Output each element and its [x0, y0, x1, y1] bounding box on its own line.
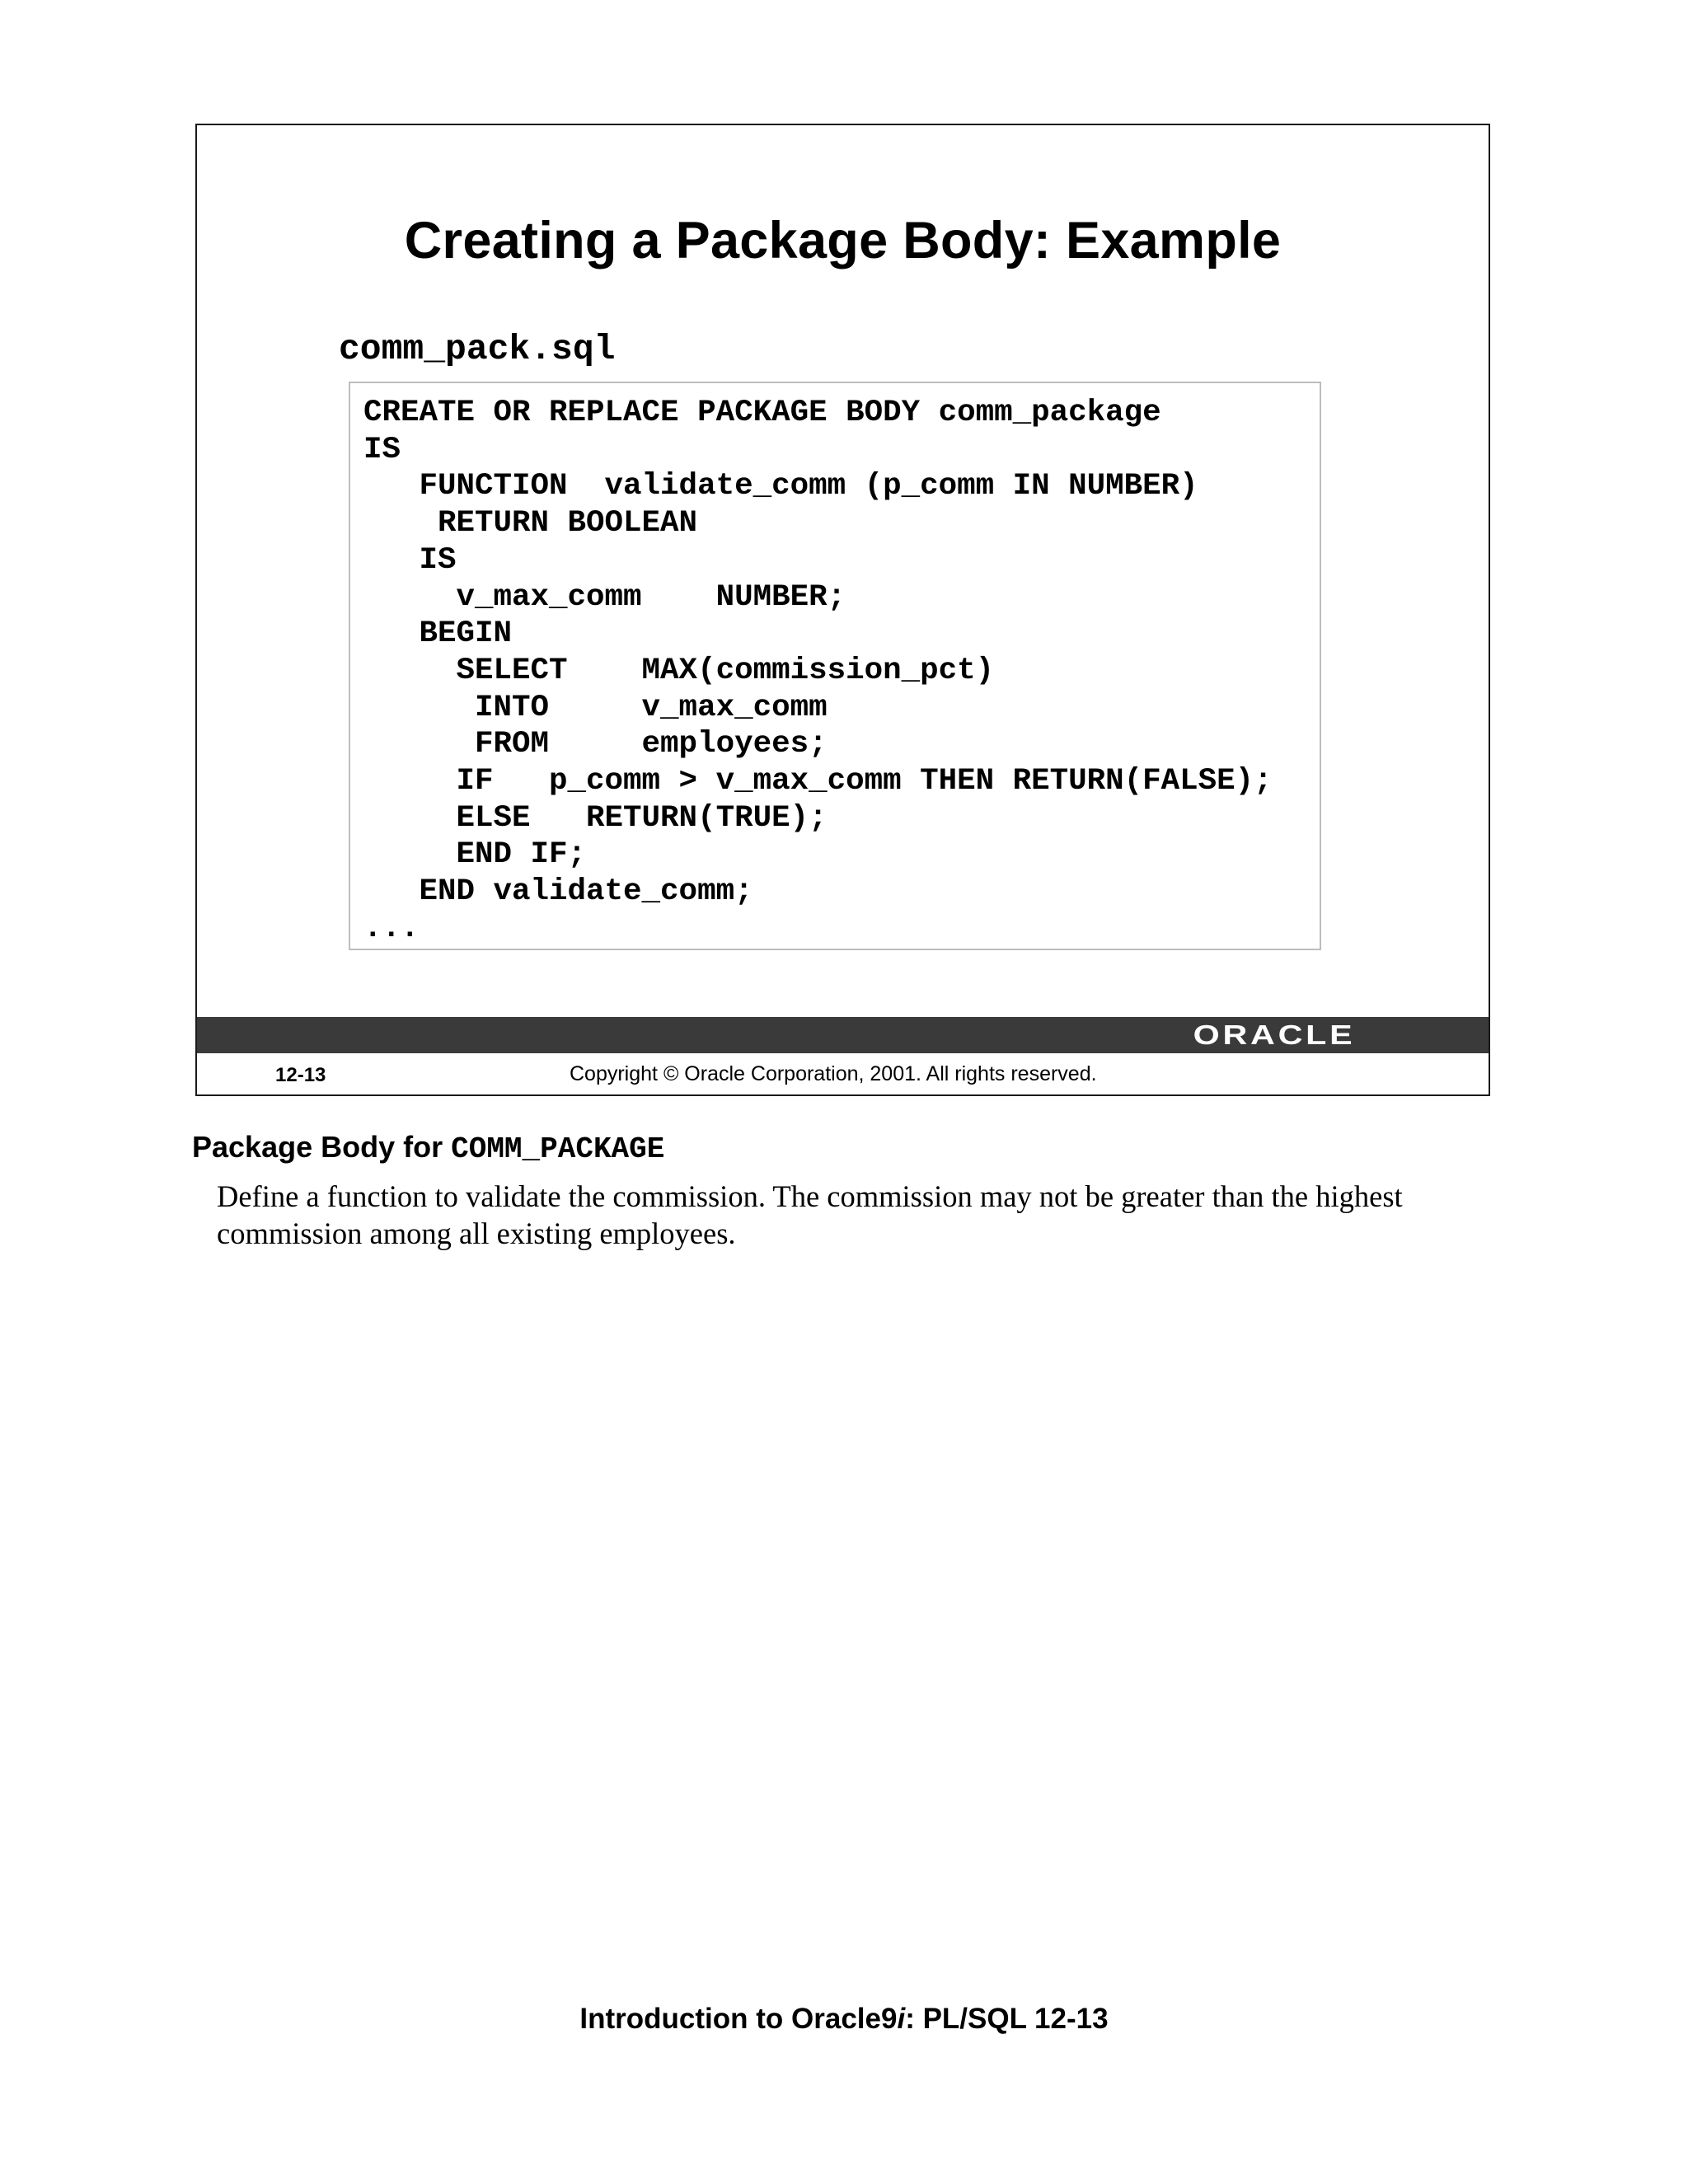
page-footer-prefix: Introduction to Oracle9 — [579, 2003, 898, 2035]
code-listing: CREATE OR REPLACE PACKAGE BODY comm_package IS FUNCTION validate_comm (p_comm IN NUMBER) RETURN BOOLEAN IS v_max_comm NUMBER; BEGIN SELECT MAX(commission_pct) INTO v_max_comm FROM employees; IF p_comm > v_max_comm THEN RETURN(FALSE); ELSE RETURN(TRUE); END IF; END validate_comm; ... — [363, 396, 1273, 946]
body-text: Define a function to validate the commission. The commission may not be greater than the highest commission among all existing employees. — [217, 1179, 1403, 1250]
page-footer-italic: i — [897, 2003, 906, 2035]
code-box — [349, 382, 1321, 950]
section-heading-code: COMM_PACKAGE — [451, 1132, 665, 1166]
section-heading — [192, 1129, 664, 1168]
slide-footer-bar — [197, 1017, 1489, 1053]
copyright-notice: Copyright © Oracle Corporation, 2001. All rights reserved. — [570, 1062, 1097, 1085]
slide-title: Creating a Package Body: Example — [404, 212, 1282, 269]
slide — [195, 124, 1490, 1096]
section-heading-text: Package Body for — [192, 1130, 452, 1164]
page-footer — [0, 2001, 1688, 2037]
oracle-logo: ORACLE — [1193, 1019, 1355, 1050]
file-name: comm_pack.sql — [339, 329, 616, 369]
page-footer-suffix: : PL/SQL 12-13 — [905, 2003, 1109, 2035]
slide-number: 12-13 — [275, 1064, 326, 1086]
